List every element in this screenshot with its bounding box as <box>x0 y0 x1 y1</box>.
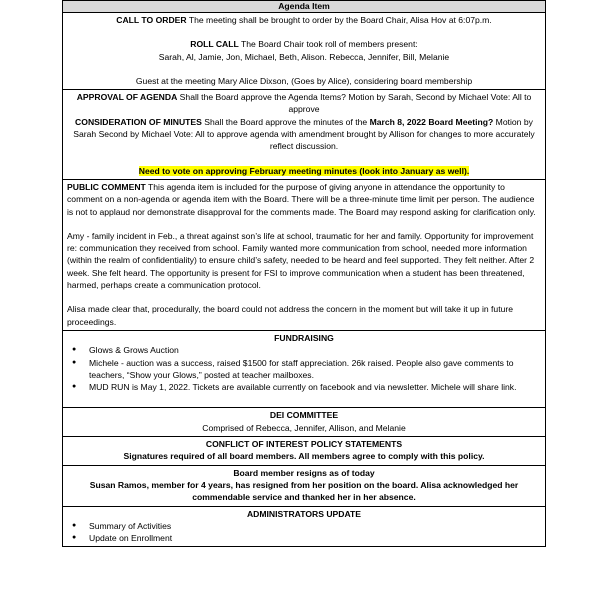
dei-text: Comprised of Rebecca, Jennifer, Allison, and Melanie <box>202 422 406 433</box>
agenda-document <box>62 0 546 547</box>
call-to-order-label: CALL TO ORDER <box>116 15 187 25</box>
public-comment-alisa: Alisa made clear that, procedurally, the board could not address the concern in the moment but will take it up in future proceedings. <box>67 304 514 327</box>
resign-text: Susan Ramos, member for 4 years, has resigned from her position on the board. Alisa acknowledged her commendable service and thanked her in her absence. <box>89 479 519 503</box>
consideration-of-minutes <box>67 116 541 153</box>
roll-call <box>67 38 541 50</box>
public-comment-label: PUBLIC COMMENT <box>67 181 146 192</box>
fundraising-list <box>67 344 541 393</box>
dei-section <box>63 408 546 437</box>
call-to-order <box>67 14 541 26</box>
call-to-order-text: The meeting shall be brought to order by the Board Chair, Alisa Hov at 6:07p.m. <box>186 15 492 25</box>
approval-of-agenda-text: Shall the Board approve the Agenda Items? Motion by Sarah, Second by Michael Vote: All to approve <box>177 92 532 115</box>
conflict-title: CONFLICT OF INTEREST POLICY STATEMENTS <box>205 439 403 450</box>
guest-note: Guest at the meeting Mary Alice Dixson, (Goes by Alice), considering board membership <box>135 75 473 86</box>
public-comment <box>67 181 541 218</box>
fundraising-section <box>63 330 546 407</box>
consideration-of-minutes-label: CONSIDERATION OF MINUTES <box>75 116 202 127</box>
conflict-section <box>63 437 546 466</box>
highlight-note: Need to vote on approving February meeting minutes (look into January as well). <box>138 165 470 176</box>
fundraising-title: FUNDRAISING <box>274 332 334 343</box>
approval-of-agenda <box>67 91 541 116</box>
public-comment-amy: Amy - family incident in Feb., a threat against son’s life at school, traumatic for her and family. Opportunity for improvement re: communication they received from school. Family wanted more communication from school, needed more information (within the realm of confidentiality) to ensure child’s safety, needed to be heard and feel supported. They felt neither. After 2 week. She felt heard. The opportunity is present for FSI to improve communication when a student has been threatened, harmed, perhaps create a communication protocol. <box>67 230 535 291</box>
agenda-header: Agenda Item <box>63 1 546 13</box>
dei-title: DEI COMMITTEE <box>269 410 339 421</box>
roll-call-label: ROLL CALL <box>190 39 239 50</box>
roll-call-text: The Board Chair took roll of members present: <box>238 39 418 50</box>
resign-title: Board member resigns as of today <box>233 467 375 478</box>
roll-call-members: Sarah, Al, Jamie, Jon, Michael, Beth, Alison. Rebecca, Jennifer, Bill, Melanie <box>158 51 450 62</box>
agenda-header-row <box>63 1 546 13</box>
meeting-date: March 8, 2022 Board Meeting? <box>369 116 494 127</box>
list-item: ● MUD RUN is May 1, 2022. Tickets are available currently on facebook and via newsletter. Michele will share link. <box>89 381 541 393</box>
list-item: ● Glows & Grows Auction <box>89 344 541 356</box>
agenda-minutes-section <box>63 90 546 180</box>
public-comment-text: This agenda item is included for the purpose of giving anyone in attendance the opportunity to comment on a non-agenda or agenda item with the Board. There will be a three-minute time limit per person. The audience is not to applaud nor demonstrate disapproval for the comments made. The Board may respond asking for clarification only. <box>67 181 536 217</box>
list-item: ● Update on Enrollment <box>89 532 541 544</box>
administrators-section <box>63 506 546 547</box>
approval-of-agenda-label: APPROVAL OF AGENDA <box>76 92 178 103</box>
conflict-text: Signatures required of all board members. All members agree to comply with this policy. <box>123 451 485 462</box>
list-item: ● Summary of Activities <box>89 520 541 532</box>
agenda-table <box>62 0 546 547</box>
consideration-of-minutes-text-a: Shall the Board approve the minutes of the <box>201 116 370 127</box>
list-item: ● Michele - auction was a success, raised $1500 for staff appreciation. 26k raised. People also gave comments to teachers, “Show your Glows,” posted at teacher mailboxes. <box>89 357 541 382</box>
opening-section <box>63 13 546 90</box>
consideration-of-minutes-text-b: Motion by Sarah Second by Michael Vote: All to approve agenda with amendment brought by Allison for changes to more accurately reflect discussion. <box>73 116 535 152</box>
administrators-list <box>67 520 541 545</box>
resign-section <box>63 465 546 506</box>
public-comment-section <box>63 179 546 330</box>
administrators-title: ADMINISTRATORS UPDATE <box>246 508 362 519</box>
